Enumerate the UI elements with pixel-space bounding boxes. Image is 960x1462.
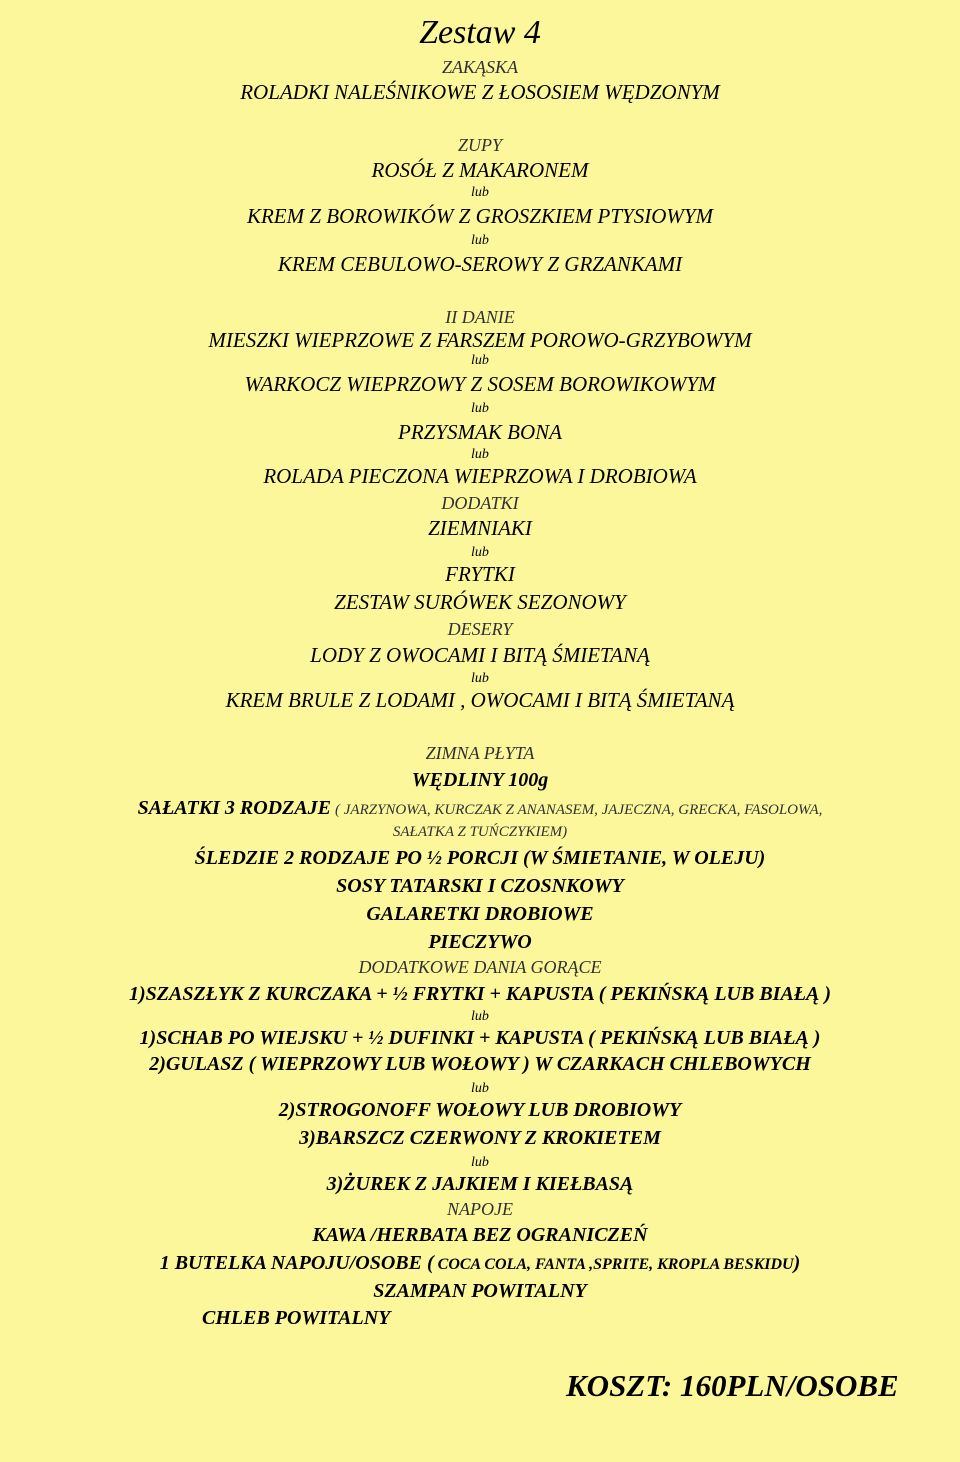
- desery-item-2: KREM BRULE Z LODAMI , OWOCAMI I BITĄ ŚMIETANĄ: [225, 688, 735, 712]
- napoje-kawa: KAWA /HERBATA BEZ OGRANICZEŃ: [312, 1224, 648, 1246]
- dodatki-item-3: ZESTAW SURÓWEK SEZONOWY: [334, 590, 626, 614]
- butelka-brands: COCA COLA, FANTA ,SPRITE, KROPLA BESKIDU: [437, 1256, 794, 1273]
- section-header-drugie-danie: II DANIE: [445, 307, 515, 327]
- or-separator: lub: [471, 671, 489, 686]
- zimna-plyta-wedliny: WĘDLINY 100g: [411, 769, 549, 791]
- zimna-plyta-galaretki: GALARETKI DROBIOWE: [366, 903, 594, 925]
- price-label: KOSZT: 160PLN/OSOBE: [566, 1368, 899, 1403]
- napoje-szampan: SZAMPAN POWITALNY: [373, 1280, 587, 1302]
- or-separator: lub: [471, 401, 489, 416]
- section-header-zupy: ZUPY: [457, 135, 502, 155]
- salatki-label: SAŁATKI 3 RODZAJE: [137, 797, 332, 819]
- section-header-dodatki: DODATKI: [441, 493, 519, 513]
- dodatki-item-2: FRYTKI: [445, 562, 515, 586]
- section-header-zakaska: ZAKĄSKA: [441, 57, 518, 77]
- dania-gorace-item-5: 3)BARSZCZ CZERWONY Z KROKIETEM: [299, 1127, 661, 1149]
- zimna-plyta-sosy: SOSY TATARSKI I CZOSNKOWY: [336, 875, 624, 897]
- dania-gorace-item-1: 1)SZASZŁYK Z KURCZAKA + ½ FRYTKI + KAPUSTA ( PEKIŃSKĄ LUB BIAŁĄ ): [128, 983, 831, 1005]
- butelka-suffix: ): [793, 1252, 801, 1274]
- zupy-item-3: KREM CEBULOWO-SEROWY Z GRZANKAMI: [277, 252, 683, 276]
- drugie-danie-item-3: PRZYSMAK BONA: [398, 420, 562, 444]
- dania-gorace-item-6: 3)ŻUREK Z JAJKIEM I KIEŁBASĄ: [326, 1173, 634, 1195]
- zakaska-item: ROLADKI NALEŚNIKOWE Z ŁOSOSIEM WĘDZONYM: [240, 80, 720, 104]
- or-separator: lub: [471, 1081, 489, 1096]
- or-separator: lub: [471, 545, 489, 560]
- zimna-plyta-sledzie: ŚLEDZIE 2 RODZAJE PO ½ PORCJI (W ŚMIETANIE, W OLEJU): [194, 847, 766, 869]
- zupy-item-1: ROSÓŁ Z MAKARONEM: [371, 158, 589, 182]
- salatki-note-continued: SAŁATKA Z TUŃCZYKIEM): [392, 824, 568, 840]
- section-header-zimna-plyta: ZIMNA PŁYTA: [425, 743, 535, 763]
- section-header-dania-gorace: DODATKOWE DANIA GORĄCE: [358, 957, 602, 977]
- zimna-plyta-pieczywo: PIECZYWO: [428, 931, 532, 953]
- or-separator: lub: [471, 233, 489, 248]
- section-header-napoje: NAPOJE: [447, 1199, 513, 1219]
- drugie-danie-item-4: ROLADA PIECZONA WIEPRZOWA I DROBIOWA: [263, 464, 697, 488]
- dania-gorace-item-4: 2)STROGONOFF WOŁOWY LUB DROBIOWY: [278, 1099, 682, 1121]
- or-separator: lub: [471, 353, 489, 368]
- zupy-item-2: KREM Z BOROWIKÓW Z GROSZKIEM PTYSIOWYM: [246, 204, 714, 228]
- salatki-note: ( JARZYNOWA, KURCZAK Z ANANASEM, JAJECZNA, GRECKA, FASOLOWA,: [335, 802, 823, 818]
- or-separator: lub: [471, 185, 489, 200]
- dania-gorace-item-3: 2)GULASZ ( WIEPRZOWY LUB WOŁOWY ) W CZARKACH CHLEBOWYCH: [149, 1053, 811, 1075]
- menu-title: Zestaw 4: [419, 14, 541, 51]
- drugie-danie-item-2: WARKOCZ WIEPRZOWY Z SOSEM BOROWIKOWYM: [244, 372, 716, 396]
- desery-item-1: LODY Z OWOCAMI I BITĄ ŚMIETANĄ: [310, 643, 650, 667]
- dodatki-item-1: ZIEMNIAKI: [428, 516, 532, 540]
- section-header-desery: DESERY: [447, 619, 513, 639]
- dania-gorace-item-2: 1)SCHAB PO WIEJSKU + ½ DUFINKI + KAPUSTA ( PEKIŃSKĄ LUB BIAŁĄ ): [139, 1027, 821, 1049]
- napoje-chleb: CHLEB POWITALNY: [202, 1307, 391, 1329]
- zimna-plyta-salatki: [0, 798, 960, 818]
- or-separator: lub: [471, 447, 489, 462]
- napoje-butelka: [0, 1253, 960, 1273]
- or-separator: lub: [471, 1009, 489, 1024]
- butelka-prefix: 1 BUTELKA NAPOJU/OSOBE (: [159, 1252, 434, 1274]
- drugie-danie-item-1: MIESZKI WIEPRZOWE Z FARSZEM POROWO-GRZYBOWYM: [208, 328, 752, 352]
- or-separator: lub: [471, 1155, 489, 1170]
